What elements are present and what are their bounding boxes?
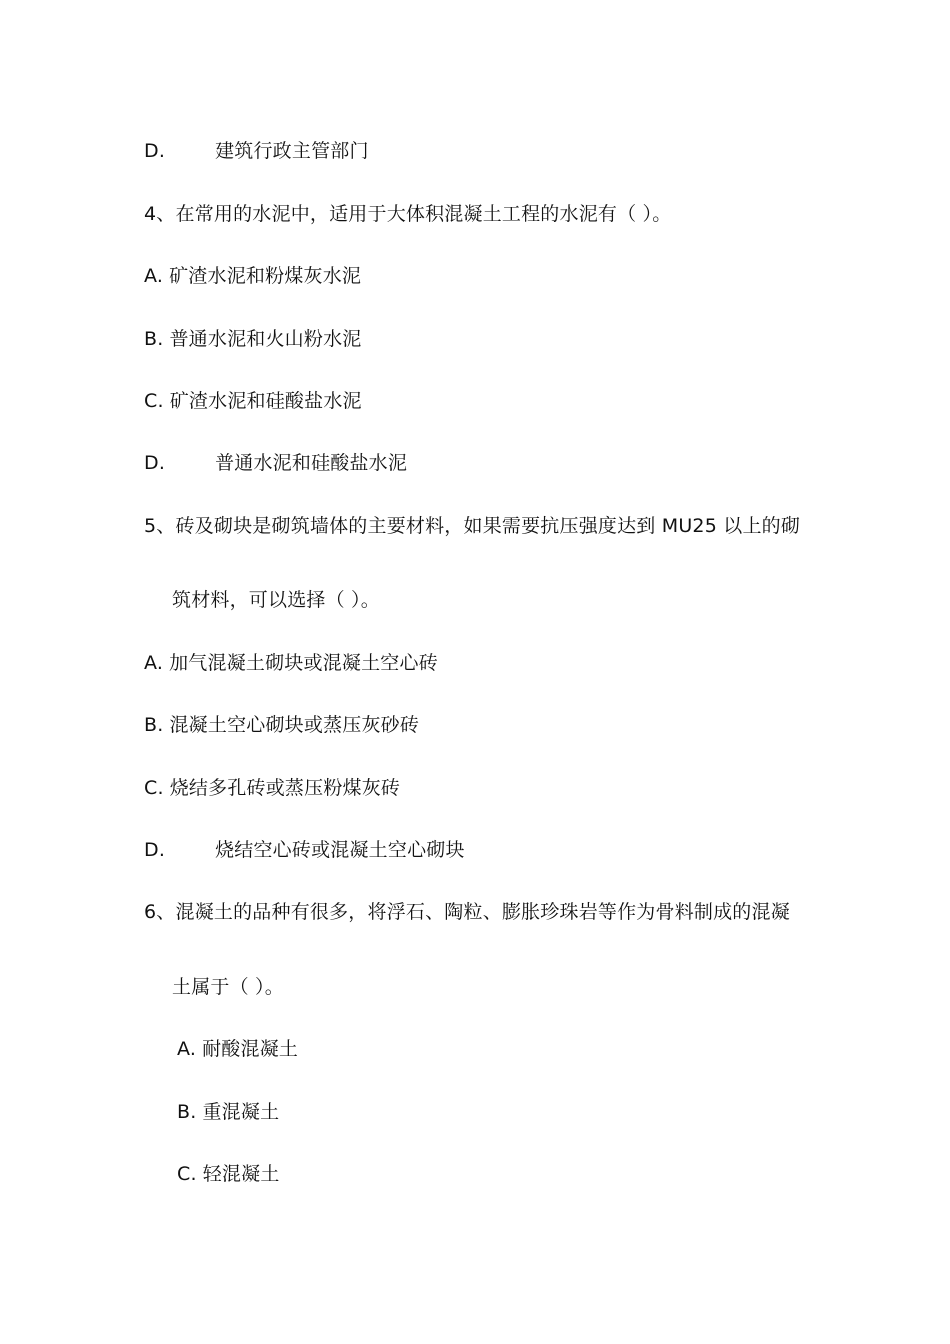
q3-option-d [144, 138, 369, 164]
option-label: D. [144, 452, 166, 474]
option-text: 建筑行政主管部门 [215, 140, 369, 162]
option-text: 矿渣水泥和硅酸盐水泥 [169, 390, 362, 412]
option-text: 普通水泥和火山粉水泥 [169, 328, 362, 350]
q5-option-d [144, 837, 465, 863]
q5-option-c [144, 775, 400, 801]
option-label: C. [177, 1163, 197, 1185]
option-text: 普通水泥和硅酸盐水泥 [215, 452, 408, 474]
q4-option-d [144, 450, 407, 476]
option-label: B. [177, 1101, 197, 1123]
question-6-line-2: 土属于（ ）。 [172, 976, 284, 998]
option-label: A. [144, 265, 164, 287]
q5-option-a [144, 650, 438, 676]
option-label: A. [177, 1038, 197, 1060]
option-text: 烧结多孔砖或蒸压粉煤灰砖 [169, 777, 401, 799]
option-label: C. [144, 390, 164, 412]
q4-option-a [144, 263, 361, 289]
option-label: C. [144, 777, 164, 799]
q4-option-c [144, 388, 362, 414]
option-text: 轻混凝土 [202, 1163, 280, 1185]
q4-option-b [144, 326, 362, 352]
option-label: B. [144, 328, 164, 350]
q6-option-c [177, 1161, 280, 1187]
q5-option-b [144, 712, 419, 738]
option-text: 耐酸混凝土 [202, 1038, 299, 1060]
option-text: 重混凝土 [202, 1101, 280, 1123]
q6-option-b [177, 1099, 279, 1125]
option-label: A. [144, 652, 164, 674]
question-6-line-1: 6、混凝土的品种有很多，将浮石、陶粒、膨胀珍珠岩等作为骨料制成的混凝 [144, 901, 790, 923]
option-text: 矿渣水泥和粉煤灰水泥 [169, 265, 362, 287]
option-label: D. [144, 140, 166, 162]
q6-option-a [177, 1036, 298, 1062]
question-4: 4、在常用的水泥中，适用于大体积混凝土工程的水泥有（ ）。 [144, 203, 672, 225]
question-5-line-2: 筑材料，可以选择（ ）。 [172, 589, 380, 611]
option-text: 加气混凝土砌块或混凝土空心砖 [169, 652, 438, 674]
question-5-line-1: 5、砖及砌块是砌筑墙体的主要材料，如果需要抗压强度达到 MU25 以上的砌 [144, 515, 801, 537]
option-label: B. [144, 714, 164, 736]
option-text: 烧结空心砖或混凝土空心砌块 [215, 839, 465, 861]
option-text: 混凝土空心砌块或蒸压灰砂砖 [169, 714, 420, 736]
option-label: D. [144, 839, 166, 861]
